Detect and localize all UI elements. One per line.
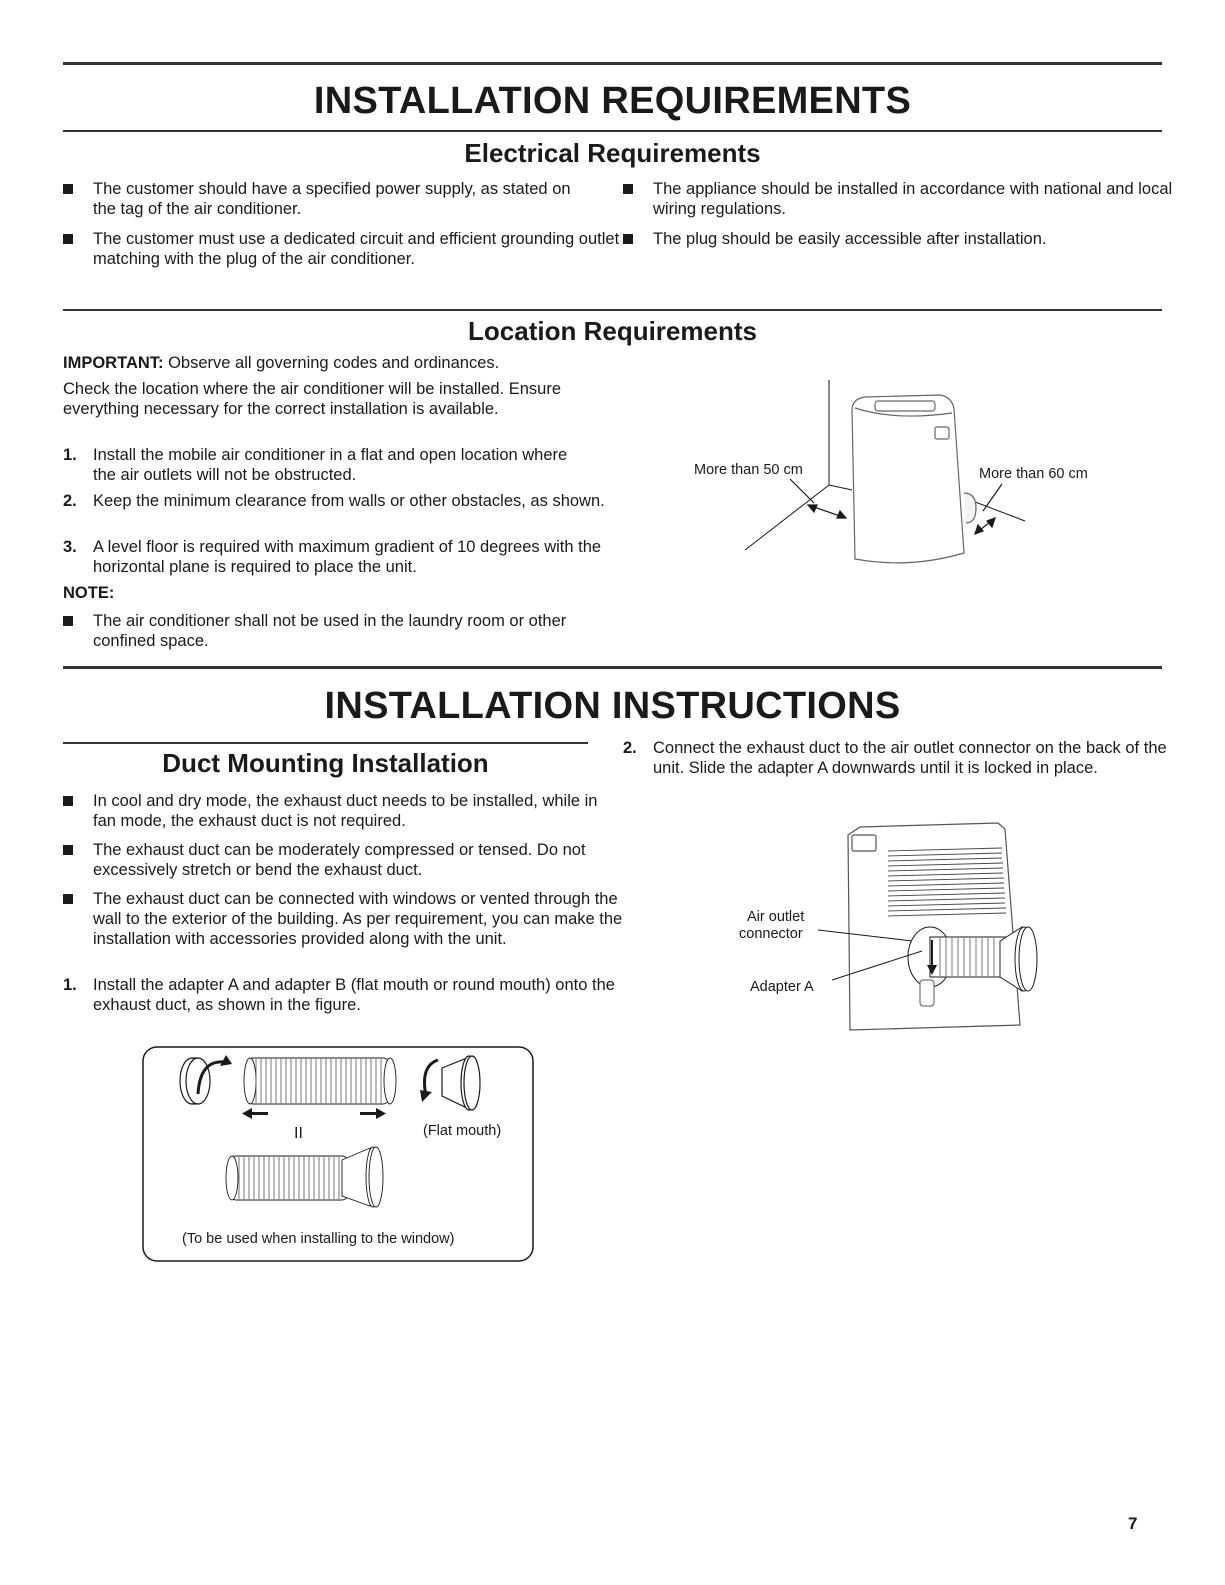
electrical-requirements-heading: Electrical Requirements — [464, 138, 761, 168]
important-note: IMPORTANT: Observe all governing codes and ordinances. — [63, 354, 500, 372]
title-underline-rule — [63, 130, 1162, 132]
location-step-2: 2. Keep the minimum clearance from walls or other obstacles, as shown. — [63, 492, 605, 510]
label-air-outlet: Air outlet — [747, 909, 805, 925]
top-rule — [63, 62, 1162, 65]
electrical-bullet-3: The appliance should be installed in accordance with national and local wiring regulations. — [623, 179, 1183, 219]
location-requirements-heading: Location Requirements — [468, 316, 757, 346]
electrical-bullet-2: The customer must use a dedicated circuit and efficient grounding outlet matching with the plug of the air conditioner. — [63, 229, 623, 269]
label-connector: connector — [739, 926, 803, 942]
air-conditioner-unit — [852, 395, 976, 563]
duct-step-1: 1. Install the adapter A and adapter B (flat mouth or round mouth) onto the exhaust duct, as shown in the figure. — [63, 976, 615, 1014]
figure-caption: (To be used when installing to the window) — [182, 1231, 455, 1247]
note-bullet-1: The air conditioner shall not be used in the laundry room or other confined space. — [63, 611, 593, 651]
flat-mouth-label: (Flat mouth) — [423, 1123, 502, 1139]
floor-line — [745, 485, 829, 550]
unit-back-figure — [730, 815, 1060, 1040]
label-adapter-a: Adapter A — [750, 979, 814, 995]
page-number: 7 — [1128, 1514, 1138, 1533]
bullet-square-icon — [63, 894, 73, 904]
installation-instructions-title: INSTALLATION INSTRUCTIONS — [324, 685, 901, 727]
label-more-than-50cm: More than 50 cm — [694, 462, 803, 478]
adapter-figure — [142, 1046, 534, 1264]
note-label: NOTE: — [63, 584, 115, 602]
bullet-square-icon — [623, 184, 633, 194]
bullet-square-icon — [623, 234, 633, 244]
adapter-a — [180, 1058, 210, 1104]
bullet-square-icon — [63, 845, 73, 855]
instructions-rule — [63, 666, 1162, 669]
installation-requirements-title: INSTALLATION REQUIREMENTS — [313, 80, 912, 122]
bullet-square-icon — [63, 616, 73, 626]
assembled-duct — [226, 1147, 383, 1207]
equals-mark: II — [294, 1125, 303, 1142]
bullet-square-icon — [63, 184, 73, 194]
duct-step-2: 2. Connect the exhaust duct to the air outlet connector on the back of the unit. Slide the adapter A downwards until it is locked in place. — [623, 739, 1167, 777]
duct-mounting-heading: Duct Mounting Installation — [162, 748, 489, 778]
duct-rule — [63, 742, 588, 744]
label-more-than-60cm: More than 60 cm — [979, 466, 1088, 482]
location-step-1: 1. Install the mobile air conditioner in a flat and open location where the air outlets will not be obstructed. — [63, 446, 568, 484]
clearance-figure — [680, 375, 1120, 585]
bullet-square-icon — [63, 234, 73, 244]
electrical-bullet-1: The customer should have a specified power supply, as stated on the tag of the air conditioner. — [63, 179, 593, 219]
location-intro: Check the location where the air conditioner will be installed. Ensure everything necessary for the correct installation is available. — [63, 380, 562, 418]
exhaust-duct — [244, 1058, 396, 1104]
duct-bullet-2: The exhaust duct can be moderately compressed or tensed. Do not excessively stretch or bend the exhaust duct. — [63, 840, 623, 880]
location-rule — [63, 309, 1162, 311]
duct-bullet-1: In cool and dry mode, the exhaust duct needs to be installed, while in fan mode, the exhaust duct is not required. — [63, 791, 623, 831]
bullet-square-icon — [63, 796, 73, 806]
duct-bullet-3: The exhaust duct can be connected with windows or vented through the wall to the exterior of the building. As per requirement, you can make the installation with accessories provided along with the unit. — [63, 889, 623, 949]
electrical-bullet-4: The plug should be easily accessible after installation. — [623, 229, 1183, 249]
location-step-3: 3. A level floor is required with maximum gradient of 10 degrees with the horizontal plane is required to place the unit. — [63, 538, 602, 576]
drain-port — [920, 980, 934, 1006]
